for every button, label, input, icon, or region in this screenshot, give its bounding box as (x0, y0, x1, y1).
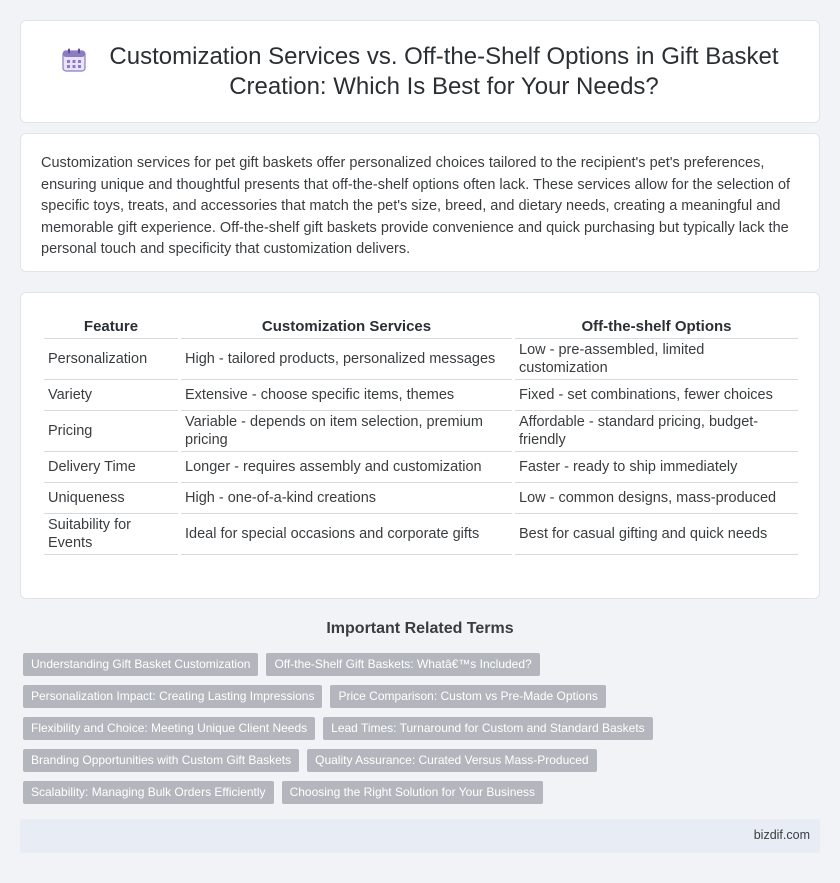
table-row (44, 483, 798, 514)
comparison-card (20, 292, 820, 599)
table-row (44, 380, 798, 411)
title-row (21, 21, 819, 122)
tag-row (23, 685, 803, 708)
tag-row (23, 653, 803, 676)
table-row (44, 514, 798, 555)
table-cell: Delivery Time (44, 452, 178, 483)
intro-paragraph: Customization services for pet gift baskets offer personalized choices tailored to the recipient's pet's preferences, ensuring unique and thoughtful presents that off-the-shelf options often lack. These services allow for the selection of specific toys, treats, and accessories that match the pet's size, breed, and dietary needs, creating a meaningful and memorable gift experience. Off-the-shelf gift baskets provide convenience and quick purchasing but typically lack the personal touch and specificity that customization delivers. (41, 155, 791, 257)
table-row (44, 452, 798, 483)
related-term-tag[interactable]: Understanding Gift Basket Customization (23, 653, 258, 676)
page-title: Customization Services vs. Off-the-Shelf Options in Gift Basket Creation: Which Is Best for Your Needs? (109, 42, 779, 100)
intro-card (20, 133, 820, 272)
table-cell: Longer - requires assembly and customization (181, 452, 512, 483)
table-cell: Pricing (44, 411, 178, 452)
table-cell: Extensive - choose specific items, themes (181, 380, 512, 411)
related-term-tag[interactable]: Lead Times: Turnaround for Custom and Standard Baskets (323, 717, 653, 740)
tag-row (23, 717, 803, 740)
related-term-tag[interactable]: Choosing the Right Solution for Your Business (282, 781, 544, 804)
header-feature: Feature (44, 315, 178, 339)
header-off-the-shelf: Off-the-shelf Options (515, 315, 798, 339)
table-header-row (44, 315, 798, 339)
table-cell: Faster - ready to ship immediately (515, 452, 798, 483)
related-term-tag[interactable]: Scalability: Managing Bulk Orders Efficiently (23, 781, 274, 804)
calendar-icon (61, 47, 87, 73)
related-term-tag[interactable]: Personalization Impact: Creating Lasting Impressions (23, 685, 322, 708)
footer-site-link[interactable]: bizdif.com (753, 828, 810, 842)
related-term-tag[interactable]: Off-the-Shelf Gift Baskets: Whatâ€™s Included? (266, 653, 539, 676)
table-cell: Low - pre-assembled, limited customization (515, 339, 798, 380)
related-term-tag[interactable]: Flexibility and Choice: Meeting Unique Client Needs (23, 717, 315, 740)
header-customization: Customization Services (181, 315, 512, 339)
table-row (44, 339, 798, 380)
tag-row (23, 749, 803, 772)
table-cell: Variety (44, 380, 178, 411)
table-cell: Personalization (44, 339, 178, 380)
tag-row (23, 781, 803, 804)
table-row (44, 411, 798, 452)
comparison-table (41, 315, 801, 555)
footer (20, 819, 820, 853)
related-term-tag[interactable]: Quality Assurance: Curated Versus Mass-Produced (307, 749, 596, 772)
table-cell: Fixed - set combinations, fewer choices (515, 380, 798, 411)
table-cell: Low - common designs, mass-produced (515, 483, 798, 514)
table-cell: Variable - depends on item selection, premium pricing (181, 411, 512, 452)
table-cell: Uniqueness (44, 483, 178, 514)
related-terms-heading: Important Related Terms (326, 620, 514, 637)
related-term-tag[interactable]: Branding Opportunities with Custom Gift Baskets (23, 749, 299, 772)
table-cell: Ideal for special occasions and corporate gifts (181, 514, 512, 555)
related-term-tag[interactable]: Price Comparison: Custom vs Pre-Made Options (330, 685, 605, 708)
related-terms-list (23, 653, 803, 813)
table-cell: High - one-of-a-kind creations (181, 483, 512, 514)
table-cell: Affordable - standard pricing, budget-friendly (515, 411, 798, 452)
table-cell: High - tailored products, personalized messages (181, 339, 512, 380)
table-cell: Best for casual gifting and quick needs (515, 514, 798, 555)
header-card (20, 20, 820, 123)
table-cell: Suitability for Events (44, 514, 178, 555)
